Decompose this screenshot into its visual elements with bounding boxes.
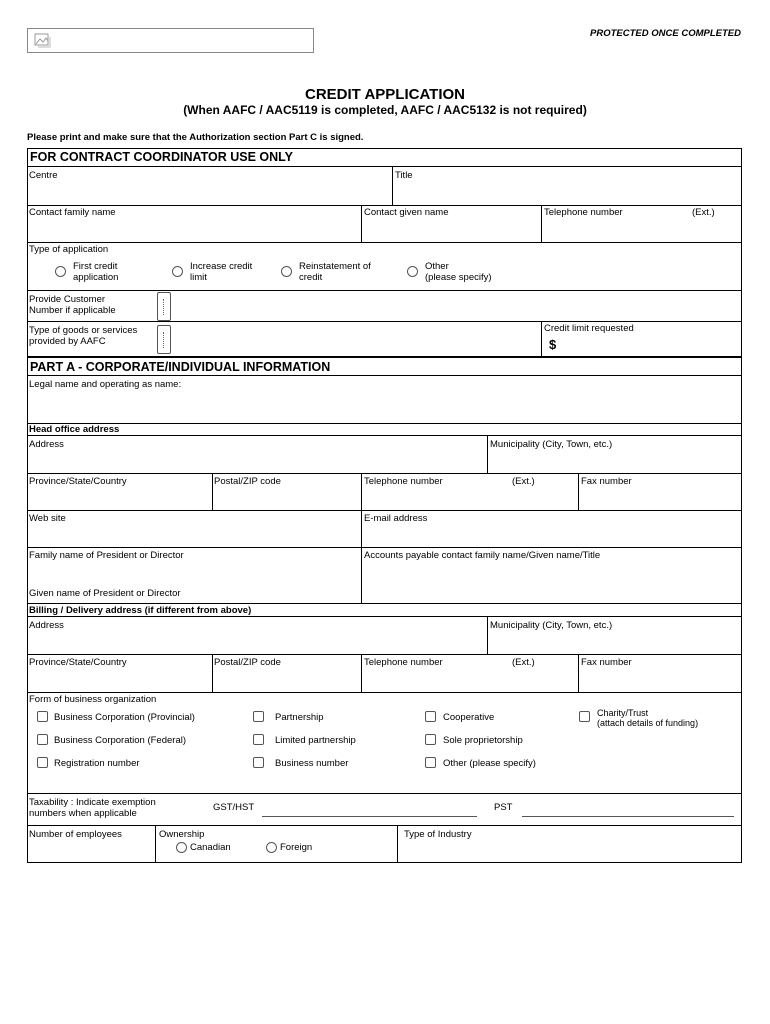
org-option-label: Limited partnership (275, 735, 356, 746)
billing-municipality-label: Municipality (City, Town, etc.) (490, 620, 613, 631)
page-subtitle: (When AAFC / AAC5119 is completed, AAFC / AAC5132 is not required) (183, 103, 587, 117)
billing-postal-label: Postal/ZIP code (214, 657, 281, 668)
org-option-label: Registration number (54, 758, 140, 769)
page-title: CREDIT APPLICATION (305, 86, 465, 103)
checkbox-business-number[interactable] (253, 757, 264, 768)
customer-number-input[interactable] (157, 292, 171, 321)
postal-label: Postal/ZIP code (214, 476, 281, 487)
customer-number-label: Provide Customer Number if applicable (29, 294, 116, 316)
radio-canadian[interactable] (176, 842, 187, 853)
checkbox-other[interactable] (425, 757, 436, 768)
org-option-label: Charity/Trust (attach details of funding) (597, 708, 699, 728)
checkbox-corp-provincial[interactable] (37, 711, 48, 722)
industry-label: Type of Industry (404, 829, 472, 840)
taxability-label: Taxability : Indicate exemption numbers when applicable (29, 797, 156, 819)
goods-services-input[interactable] (157, 325, 171, 354)
foreign-label: Foreign (280, 842, 313, 853)
head-telephone-label: Telephone number (364, 476, 443, 487)
coordinator-heading: FOR CONTRACT COORDINATOR USE ONLY (30, 150, 293, 164)
part-a-heading: PART A - CORPORATE/INDIVIDUAL INFORMATION (30, 360, 331, 374)
billing-province-label: Province/State/Country (29, 657, 127, 668)
checkbox-corp-federal[interactable] (37, 734, 48, 745)
checkbox-charity-trust[interactable] (579, 711, 590, 722)
checkbox-limited-partnership[interactable] (253, 734, 264, 745)
gst-input[interactable] (262, 816, 477, 817)
type-of-application-label: Type of application (29, 244, 109, 255)
logo-field[interactable] (27, 28, 314, 53)
org-option-label: Business Corporation (Federal) (54, 735, 187, 746)
employees-label: Number of employees (29, 829, 122, 840)
radio-reinstatement[interactable] (281, 266, 292, 277)
radio-first-credit[interactable] (55, 266, 66, 277)
image-placeholder-icon (34, 33, 52, 49)
title-label: Title (395, 170, 413, 181)
billing-address-label: Address (29, 620, 64, 631)
option-label: First credit application (73, 261, 119, 283)
billing-ext-label: (Ext.) (512, 657, 535, 668)
contact-given-label: Contact given name (364, 207, 449, 218)
pst-label: PST (494, 802, 513, 813)
dollar-sign: $ (549, 337, 557, 352)
legal-name-label: Legal name and operating as name: (29, 379, 182, 390)
option-label: Reinstatement of credit (299, 261, 371, 283)
ownership-label: Ownership (159, 829, 205, 840)
centre-label: Centre (29, 170, 58, 181)
business-org-label: Form of business organization (29, 694, 157, 705)
president-family-label: Family name of President or Director (29, 550, 184, 561)
contact-family-label: Contact family name (29, 207, 116, 218)
instruction: Please print and make sure that the Authorization section Part C is signed. (27, 132, 364, 143)
radio-increase-credit[interactable] (172, 266, 183, 277)
municipality-label: Municipality (City, Town, etc.) (490, 439, 613, 450)
radio-other[interactable] (407, 266, 418, 277)
ext-label: (Ext.) (692, 207, 715, 218)
org-option-label: Partnership (275, 712, 324, 723)
address-label: Address (29, 439, 64, 450)
head-office-heading: Head office address (29, 424, 120, 435)
website-label: Web site (29, 513, 66, 524)
president-given-label: Given name of President or Director (29, 588, 181, 599)
billing-telephone-label: Telephone number (364, 657, 443, 668)
pst-input[interactable] (522, 816, 734, 817)
head-ext-label: (Ext.) (512, 476, 535, 487)
radio-foreign[interactable] (266, 842, 277, 853)
org-option-label: Other (please specify) (443, 758, 536, 769)
checkbox-partnership[interactable] (253, 711, 264, 722)
org-option-label: Cooperative (443, 712, 495, 723)
checkbox-registration-number[interactable] (37, 757, 48, 768)
email-label: E-mail address (364, 513, 428, 524)
billing-heading: Billing / Delivery address (if different from above) (29, 605, 252, 616)
option-label: Increase credit limit (190, 261, 253, 283)
canadian-label: Canadian (190, 842, 231, 853)
province-label: Province/State/Country (29, 476, 127, 487)
credit-limit-label: Credit limit requested (544, 323, 634, 334)
accounts-payable-label: Accounts payable contact family name/Given name/Title (364, 550, 601, 561)
billing-fax-label: Fax number (581, 657, 632, 668)
gst-label: GST/HST (213, 802, 255, 813)
checkbox-sole-proprietorship[interactable] (425, 734, 436, 745)
org-option-label: Business Corporation (Provincial) (54, 712, 195, 723)
org-option-label: Sole proprietorship (443, 735, 523, 746)
fax-label: Fax number (581, 476, 632, 487)
org-option-label: Business number (275, 758, 349, 769)
protected-notice: PROTECTED ONCE COMPLETED (590, 28, 741, 39)
goods-services-label: Type of goods or services provided by AAFC (29, 325, 138, 347)
option-label: Other (please specify) (425, 261, 492, 283)
telephone-label: Telephone number (544, 207, 623, 218)
checkbox-cooperative[interactable] (425, 711, 436, 722)
